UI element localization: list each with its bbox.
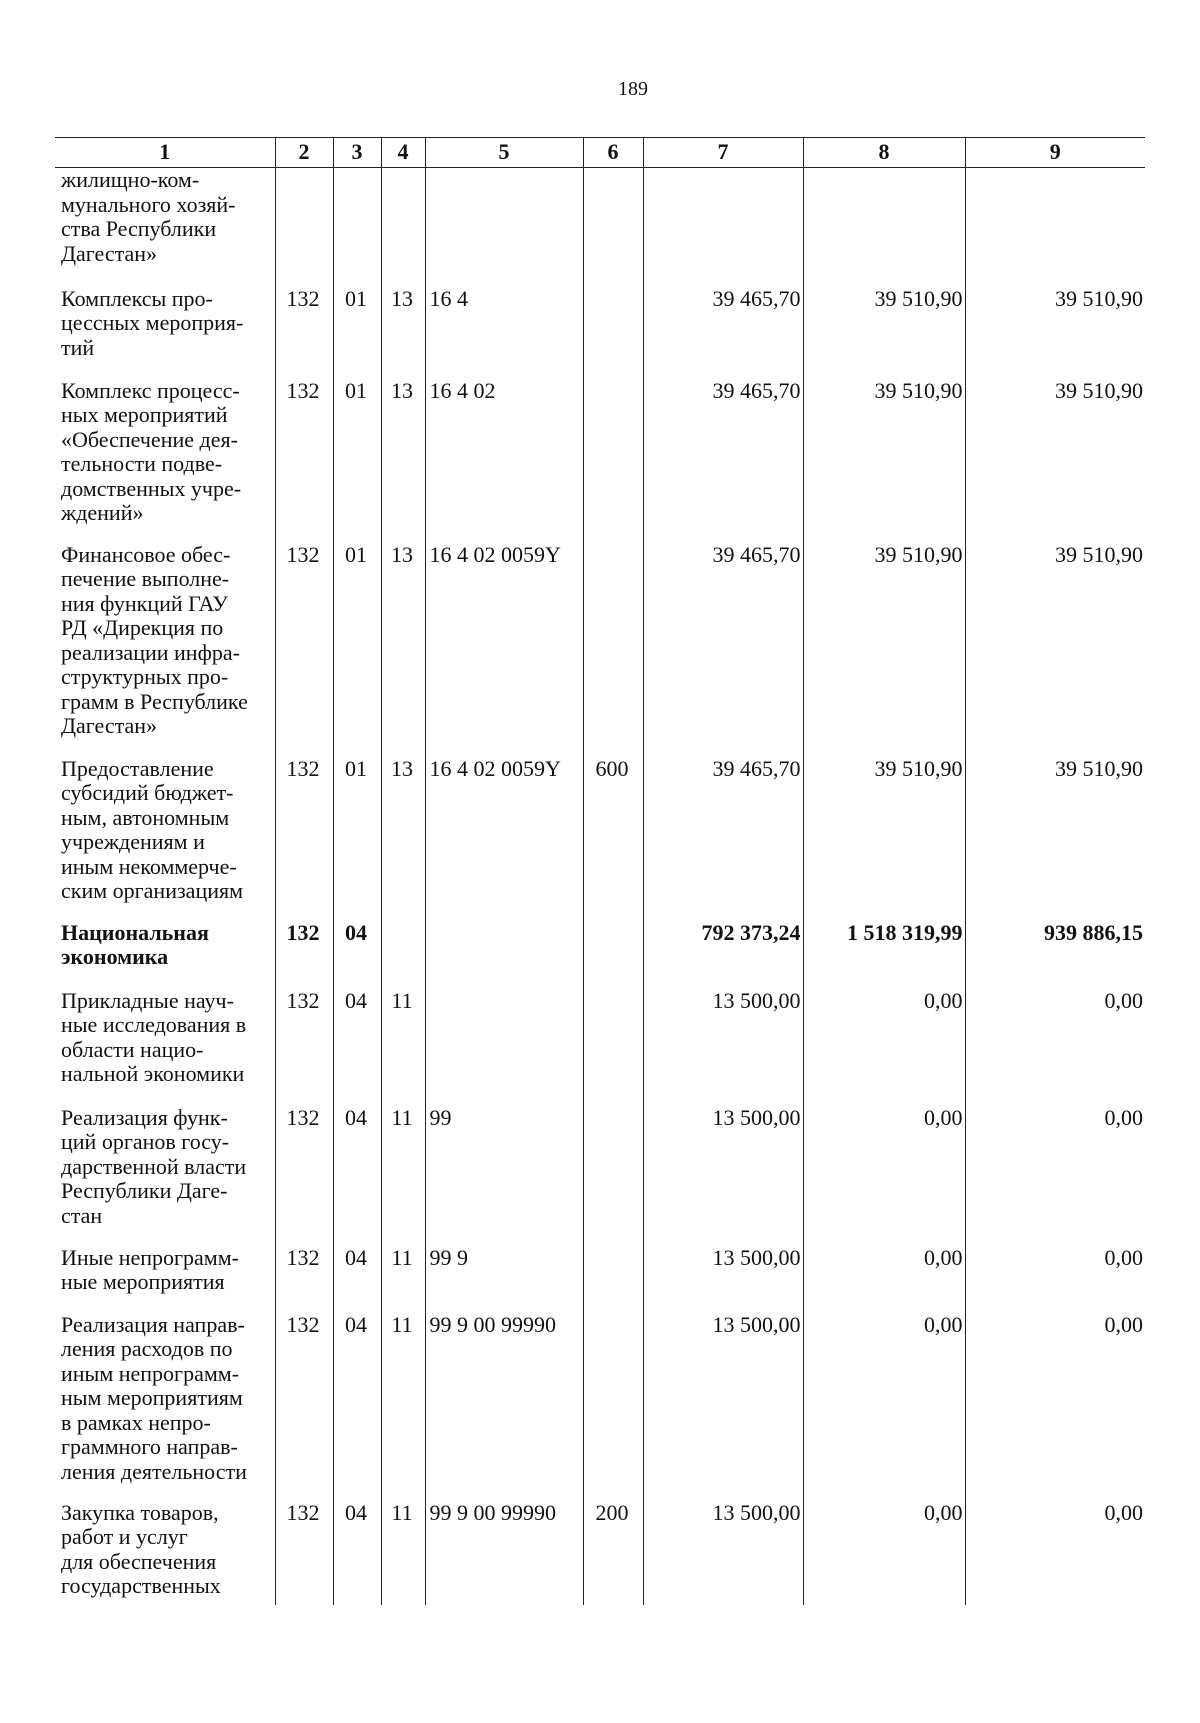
item-code-cell: 13 — [381, 287, 425, 379]
item-name-line: Финансовое обес- — [61, 541, 231, 567]
expense-type-cell — [583, 1106, 643, 1246]
item-name-line: государственных — [61, 1573, 221, 1598]
item-name-cell — [55, 1106, 275, 1246]
item-name-cell — [55, 757, 275, 921]
expense-type-cell: 200 — [583, 1501, 643, 1605]
target-article-cell: 16 4 — [425, 287, 583, 379]
target-article-cell — [425, 989, 583, 1106]
item-name-line: нальной экономики — [61, 1061, 245, 1086]
table-row — [55, 168, 1145, 287]
amount-year3-cell: 39 510,90 — [965, 379, 1145, 543]
target-article-cell: 16 4 02 0059Y — [425, 757, 583, 921]
subsection-code-cell: 01 — [333, 287, 381, 379]
item-name-line: учреждениям и — [61, 829, 205, 854]
item-name-line: ния функций ГАУ — [61, 590, 229, 616]
header-cell: 7 — [643, 138, 803, 168]
item-name-line: РД «Дирекция по — [61, 615, 224, 640]
section-code-cell: 132 — [275, 1501, 333, 1605]
item-name-line: Прикладные науч- — [61, 987, 234, 1013]
expense-type-cell — [583, 379, 643, 543]
item-name-line: ные исследования в — [61, 1012, 247, 1037]
budget-table — [55, 137, 1145, 1605]
amount-year2-cell: 39 510,90 — [803, 543, 965, 757]
amount-year3-cell: 39 510,90 — [965, 757, 1145, 921]
section-code-cell: 132 — [275, 543, 333, 757]
item-name-cell — [55, 379, 275, 543]
amount-year1-cell: 39 465,70 — [643, 543, 803, 757]
amount-year3-cell — [965, 168, 1145, 287]
amount-year1-cell: 792 373,24 — [643, 921, 803, 989]
item-name-line: ления расходов по — [61, 1336, 233, 1361]
expense-type-cell — [583, 287, 643, 379]
item-name-line: Закупка товаров, — [61, 1499, 219, 1525]
header-cell: 2 — [275, 138, 333, 168]
amount-year3-cell: 39 510,90 — [965, 287, 1145, 379]
item-name-line: Национальная — [61, 919, 209, 945]
item-name-line: Предоставление — [61, 755, 214, 781]
header-cell: 1 — [55, 138, 275, 168]
item-code-cell: 11 — [381, 989, 425, 1106]
subsection-code-cell: 01 — [333, 379, 381, 543]
item-name-line: в рамках непро- — [61, 1409, 211, 1435]
amount-year1-cell: 39 465,70 — [643, 757, 803, 921]
expense-type-cell: 600 — [583, 757, 643, 921]
item-name-line: области нацио- — [61, 1036, 204, 1062]
header-row — [55, 138, 1145, 168]
expense-type-cell — [583, 921, 643, 989]
target-article-cell: 99 9 — [425, 1246, 583, 1313]
item-name-line: «Обеспечение дея- — [61, 426, 238, 452]
subsection-code-cell: 01 — [333, 757, 381, 921]
header-cell: 9 — [965, 138, 1145, 168]
amount-year2-cell: 39 510,90 — [803, 287, 965, 379]
target-article-cell — [425, 168, 583, 287]
item-code-cell: 13 — [381, 543, 425, 757]
table-row — [55, 921, 1145, 989]
item-name-line: Республики Даге- — [61, 1178, 228, 1203]
section-code-cell: 132 — [275, 921, 333, 989]
amount-year1-cell: 13 500,00 — [643, 1313, 803, 1501]
target-article-cell: 99 9 00 99990 — [425, 1501, 583, 1605]
amount-year1-cell: 13 500,00 — [643, 1106, 803, 1246]
item-name-line: структурных про- — [61, 664, 229, 689]
item-name-line: ным мероприятиям — [61, 1385, 243, 1410]
item-name-line: ций органов госу- — [61, 1129, 230, 1154]
expense-type-cell — [583, 543, 643, 757]
item-name-line: мунального хозяй- — [61, 191, 236, 217]
section-code-cell: 132 — [275, 287, 333, 379]
header-cell: 3 — [333, 138, 381, 168]
item-name-line: ским организациям — [61, 878, 244, 903]
item-name-line: реализации инфра- — [61, 639, 240, 665]
subsection-code-cell: 04 — [333, 1501, 381, 1605]
subsection-code-cell — [333, 168, 381, 287]
amount-year1-cell: 13 500,00 — [643, 1246, 803, 1313]
target-article-cell — [425, 921, 583, 989]
amount-year3-cell: 39 510,90 — [965, 543, 1145, 757]
item-name-cell — [55, 168, 275, 287]
item-name-cell — [55, 1313, 275, 1501]
item-name-cell — [55, 1246, 275, 1313]
amount-year2-cell: 0,00 — [803, 1106, 965, 1246]
section-code-cell: 132 — [275, 989, 333, 1106]
item-name-line: Комплекс процесс- — [61, 377, 240, 403]
item-name-line: печение выполне- — [61, 566, 230, 591]
item-name-cell — [55, 287, 275, 379]
subsection-code-cell: 04 — [333, 1106, 381, 1246]
item-name-line: субсидий бюджет- — [61, 780, 234, 805]
amount-year2-cell: 0,00 — [803, 1313, 965, 1501]
item-name-line: Реализация направ- — [61, 1311, 245, 1337]
amount-year1-cell: 13 500,00 — [643, 1501, 803, 1605]
item-name-line: Реализация функ- — [61, 1104, 228, 1130]
subsection-code-cell: 04 — [333, 921, 381, 989]
item-name-line: работ и услуг — [61, 1524, 188, 1549]
item-name-line: ления деятельности — [61, 1458, 247, 1484]
item-name-line: граммного направ- — [61, 1434, 238, 1459]
item-name-line: домственных учре- — [61, 475, 242, 501]
item-name-line: тельности подве- — [61, 451, 223, 476]
item-name-line: цессных мероприя- — [61, 310, 244, 335]
amount-year2-cell: 39 510,90 — [803, 379, 965, 543]
item-code-cell: 11 — [381, 1501, 425, 1605]
subsection-code-cell: 04 — [333, 1313, 381, 1501]
item-name-line: Дагестан» — [61, 713, 158, 738]
amount-year3-cell: 939 886,15 — [965, 921, 1145, 989]
table-body — [55, 168, 1145, 1605]
item-name-line: Комплексы про- — [61, 285, 213, 311]
item-name-line: экономика — [61, 944, 169, 969]
subsection-code-cell: 04 — [333, 989, 381, 1106]
section-code-cell: 132 — [275, 757, 333, 921]
item-name-line: тий — [61, 334, 95, 360]
header-cell: 8 — [803, 138, 965, 168]
amount-year1-cell: 13 500,00 — [643, 989, 803, 1106]
expense-type-cell — [583, 168, 643, 287]
item-name-line: дарственной власти — [61, 1153, 247, 1179]
item-name-line: жилищно-ком- — [61, 167, 200, 192]
amount-year3-cell: 0,00 — [965, 989, 1145, 1106]
table-row — [55, 287, 1145, 379]
item-code-cell — [381, 168, 425, 287]
expense-type-cell — [583, 1246, 643, 1313]
subsection-code-cell: 01 — [333, 543, 381, 757]
amount-year2-cell — [803, 168, 965, 287]
item-name-line: Иные непрограмм- — [61, 1244, 239, 1270]
item-name-line: Дагестан» — [61, 240, 158, 266]
header-cell: 5 — [425, 138, 583, 168]
target-article-cell: 99 — [425, 1106, 583, 1246]
table-row — [55, 1246, 1145, 1313]
amount-year2-cell: 0,00 — [803, 1501, 965, 1605]
item-name-line: грамм в Республике — [61, 688, 248, 714]
item-name-cell — [55, 543, 275, 757]
amount-year2-cell: 0,00 — [803, 989, 965, 1106]
item-code-cell: 13 — [381, 757, 425, 921]
item-code-cell: 11 — [381, 1246, 425, 1313]
amount-year3-cell: 0,00 — [965, 1246, 1145, 1313]
amount-year3-cell: 0,00 — [965, 1313, 1145, 1501]
item-code-cell: 13 — [381, 379, 425, 543]
amount-year3-cell: 0,00 — [965, 1106, 1145, 1246]
target-article-cell: 99 9 00 99990 — [425, 1313, 583, 1501]
table-row — [55, 379, 1145, 543]
item-name-line: ным, автономным — [61, 804, 230, 830]
section-code-cell — [275, 168, 333, 287]
expense-type-cell — [583, 1313, 643, 1501]
expense-type-cell — [583, 989, 643, 1106]
amount-year3-cell: 0,00 — [965, 1501, 1145, 1605]
section-code-cell: 132 — [275, 379, 333, 543]
target-article-cell: 16 4 02 — [425, 379, 583, 543]
page-number: 189 — [618, 78, 648, 100]
item-name-line: ных мероприятий — [61, 402, 228, 427]
amount-year2-cell: 39 510,90 — [803, 757, 965, 921]
amount-year1-cell: 39 465,70 — [643, 287, 803, 379]
header-cell: 6 — [583, 138, 643, 168]
item-name-cell — [55, 989, 275, 1106]
item-code-cell: 11 — [381, 1106, 425, 1246]
item-name-line: иным некоммерче- — [61, 853, 237, 879]
table-row — [55, 543, 1145, 757]
amount-year2-cell: 0,00 — [803, 1246, 965, 1313]
section-code-cell: 132 — [275, 1106, 333, 1246]
target-article-cell: 16 4 02 0059Y — [425, 543, 583, 757]
table-row — [55, 1501, 1145, 1605]
item-name-cell — [55, 921, 275, 989]
amount-year1-cell — [643, 168, 803, 287]
table-row — [55, 757, 1145, 921]
item-name-cell — [55, 1501, 275, 1605]
amount-year2-cell: 1 518 319,99 — [803, 921, 965, 989]
table-row — [55, 1106, 1145, 1246]
header-cell: 4 — [381, 138, 425, 168]
item-code-cell: 11 — [381, 1313, 425, 1501]
item-name-line: ные мероприятия — [61, 1269, 225, 1294]
table-row — [55, 989, 1145, 1106]
section-code-cell: 132 — [275, 1313, 333, 1501]
section-code-cell: 132 — [275, 1246, 333, 1313]
item-name-line: ждений» — [61, 500, 144, 525]
item-code-cell — [381, 921, 425, 989]
item-name-line: ства Республики — [61, 216, 217, 241]
subsection-code-cell: 04 — [333, 1246, 381, 1313]
table-row — [55, 1313, 1145, 1501]
item-name-line: стан — [61, 1202, 103, 1228]
item-name-line: для обеспечения — [61, 1548, 217, 1574]
item-name-line: иным непрограмм- — [61, 1360, 240, 1386]
amount-year1-cell: 39 465,70 — [643, 379, 803, 543]
